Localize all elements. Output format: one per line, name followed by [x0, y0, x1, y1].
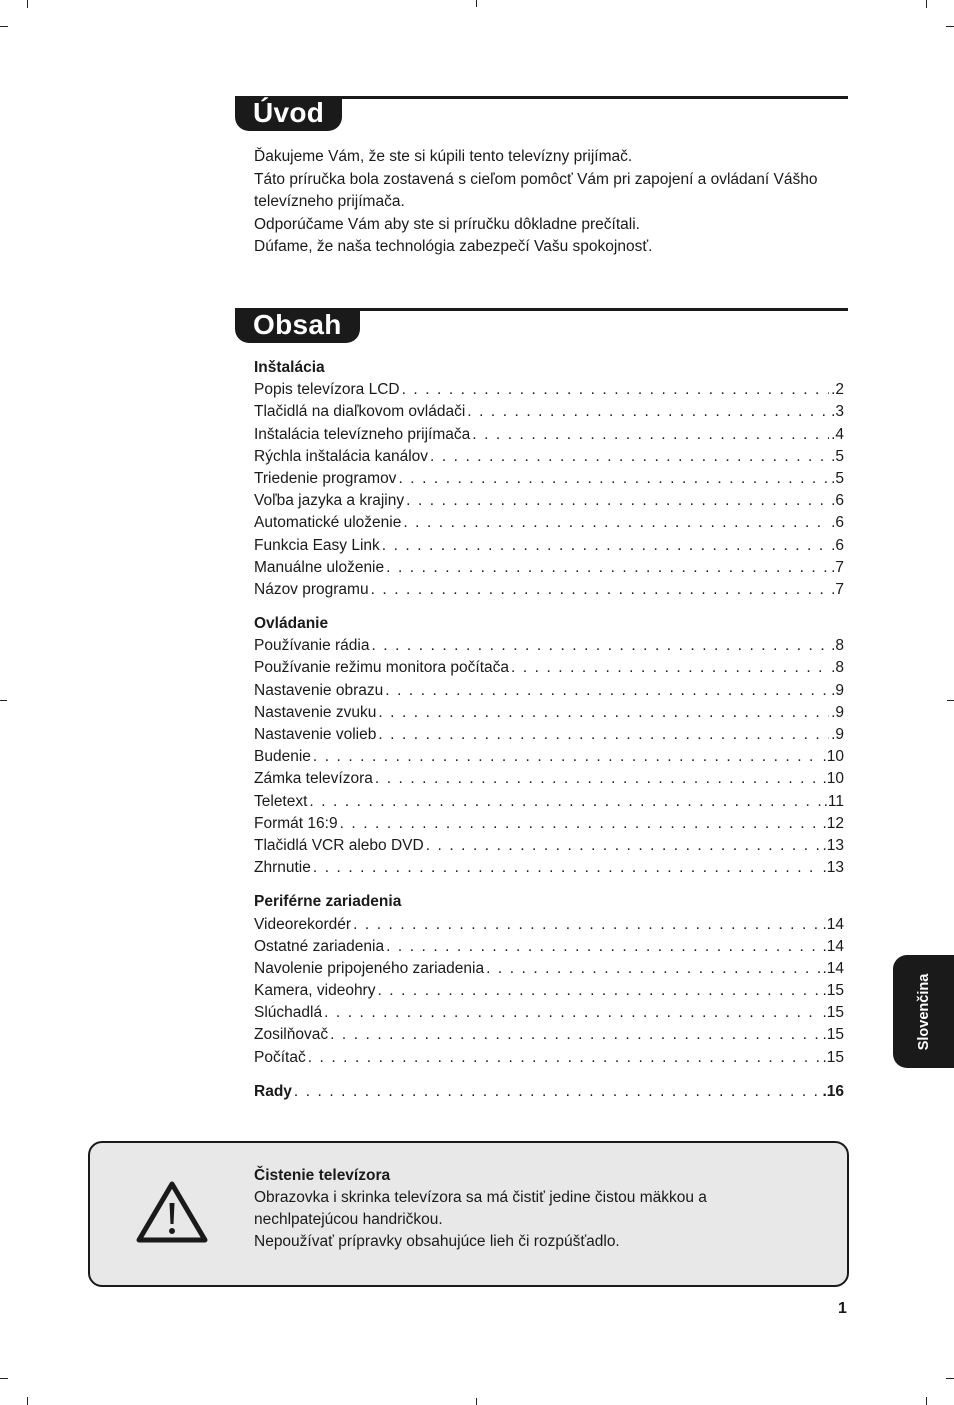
toc-leader [406, 490, 829, 512]
language-tab-label: Slovenčina [915, 973, 932, 1050]
toc-leader [371, 635, 829, 657]
toc-leader [511, 657, 829, 679]
toc-item-title: Budenie [254, 748, 311, 766]
crop-mark [947, 700, 954, 701]
intro-text [254, 146, 839, 259]
intro-line: Ďakujeme Vám, že ste si kúpili tento televízny prijímač. [254, 148, 633, 165]
toc-item-page: .15 [822, 1004, 844, 1022]
toc-item-title: Rady [254, 1082, 292, 1100]
toc-leader [294, 1081, 821, 1103]
toc-item-page: .2 [831, 381, 844, 399]
toc-leader [386, 936, 820, 958]
warning-triangle-icon [135, 1179, 209, 1245]
toc-leader [386, 557, 829, 579]
toc-leader [313, 857, 821, 879]
toc-item-page: .8 [831, 659, 844, 677]
toc-item[interactable] [254, 857, 844, 879]
toc-item-page: .14 [822, 937, 844, 955]
toc-item[interactable] [254, 1002, 844, 1024]
toc-item-title: Kamera, videohry [254, 982, 376, 1000]
toc-leader [472, 424, 829, 446]
toc-item-title: Tlačidlá VCR alebo DVD [254, 836, 424, 854]
warning-box [88, 1141, 849, 1287]
toc-leader [375, 768, 821, 790]
toc-item-page: .7 [831, 558, 844, 576]
toc-item-page: .15 [822, 1048, 844, 1066]
toc-item-page: .8 [831, 637, 844, 655]
toc-item[interactable] [254, 579, 844, 601]
toc-leader [398, 468, 829, 490]
toc-item-title: Teletext [254, 792, 308, 810]
toc-group-heading: Ovládanie [254, 615, 329, 633]
toc-item-page: .14 [822, 959, 844, 977]
toc-item-page: .9 [831, 703, 844, 721]
toc-leader [309, 791, 821, 813]
toc-item-title: Nastavenie obrazu [254, 681, 384, 699]
toc-leader [378, 724, 829, 746]
toc-item[interactable] [254, 490, 844, 512]
toc-leader [430, 446, 829, 468]
toc-item[interactable] [254, 424, 844, 446]
toc-leader [402, 379, 829, 401]
table-of-contents [254, 357, 844, 1103]
toc-item-page: .12 [822, 814, 844, 832]
toc-item[interactable] [254, 936, 844, 958]
toc-item-title: Automatické uloženie [254, 514, 402, 532]
toc-leader [486, 958, 820, 980]
toc-leader [308, 1047, 821, 1069]
toc-item[interactable] [254, 958, 844, 980]
warning-title: Čistenie televízora [254, 1167, 391, 1184]
toc-item-title: Zhrnutie [254, 859, 311, 877]
toc-item-page: .16 [822, 1082, 844, 1100]
toc-item[interactable] [254, 535, 844, 557]
toc-group-heading: Inštalácia [254, 359, 325, 376]
toc-item[interactable] [254, 680, 844, 702]
warning-text [254, 1165, 814, 1253]
crop-mark [27, 0, 28, 8]
toc-leader [330, 1024, 820, 1046]
toc-leader [467, 401, 829, 423]
toc-item-page: .9 [831, 681, 844, 699]
toc-leader [382, 535, 829, 557]
toc-item-title: Voľba jazyka a krajiny [254, 492, 405, 510]
intro-title: Úvod [235, 96, 342, 131]
toc-item[interactable] [254, 1047, 844, 1069]
toc-item[interactable] [254, 512, 844, 534]
crop-mark [0, 26, 8, 27]
crop-mark [27, 1397, 28, 1405]
crop-mark [926, 1397, 927, 1405]
toc-item-page: .6 [831, 536, 844, 554]
warning-line: Nepoužívať prípravky obsahujúce lieh či rozpúšťadlo. [254, 1233, 620, 1250]
toc-item-title: Inštalácia televízneho prijímača [254, 425, 471, 443]
toc-item-page: .6 [831, 492, 844, 510]
toc-item-page: .9 [831, 726, 844, 743]
toc-item[interactable] [254, 791, 844, 813]
toc-item-page: .5 [831, 469, 844, 487]
crop-mark [926, 0, 927, 8]
toc-item-title: Zosilňovač [254, 1026, 329, 1044]
toc-item-page: .13 [822, 836, 844, 854]
language-tab [893, 955, 954, 1068]
toc-item-page: .5 [831, 447, 844, 465]
toc-leader [403, 512, 829, 534]
intro-line: Táto príručka bola zostavená s cieľom pomôcť Vám pri zapojení a ovládaní Vášho televízneho prijímača. [254, 170, 818, 210]
toc-leader [385, 680, 829, 702]
toc-item[interactable] [254, 702, 844, 724]
toc-item-page: .6 [831, 514, 844, 532]
intro-line: Dúfame, že naša technológia zabezpečí Vašu spokojnosť. [254, 238, 653, 255]
toc-item[interactable] [254, 379, 844, 401]
toc-item-title: Používanie rádia [254, 637, 370, 655]
toc-item-title: Zámka televízora [254, 770, 373, 788]
toc-leader [324, 1002, 820, 1024]
contents-title: Obsah [235, 308, 360, 343]
toc-item-page: .11 [823, 792, 844, 810]
toc-item-title: Používanie režimu monitora počítača [254, 659, 510, 677]
toc-item[interactable] [254, 835, 844, 857]
toc-item-title: Rýchla inštalácia kanálov [254, 447, 429, 465]
toc-item-title: Videorekordér [254, 915, 352, 933]
toc-item-title: Tlačidlá na diaľkovom ovládači [254, 403, 466, 421]
toc-item-title: Navolenie pripojeného zariadenia [254, 959, 485, 977]
toc-item-page: .13 [822, 859, 844, 877]
toc-item-title: Formát 16:9 [254, 814, 338, 832]
toc-leader [378, 702, 829, 724]
toc-item-page: .7 [831, 580, 844, 598]
crop-mark [476, 1398, 477, 1405]
toc-item-title: Nastavenie zvuku [254, 703, 377, 721]
toc-item-title: Názov programu [254, 580, 369, 598]
toc-leader [426, 835, 821, 857]
toc-item-page: .14 [822, 915, 844, 933]
toc-item[interactable] [254, 813, 844, 835]
toc-item[interactable] [254, 635, 844, 657]
toc-leader [371, 579, 829, 601]
toc-item-page: .15 [822, 982, 844, 1000]
toc-leader [377, 980, 820, 1002]
toc-item-title: Nastavenie volieb [254, 726, 377, 743]
intro-line: Odporúčame Vám aby ste si príručku dôkladne prečítali. [254, 215, 640, 233]
toc-item[interactable] [254, 1024, 844, 1046]
page-number: 1 [838, 1300, 847, 1317]
crop-mark [0, 1378, 8, 1379]
toc-leader [313, 746, 821, 768]
crop-mark [946, 1378, 954, 1379]
toc-item-page: .15 [822, 1026, 844, 1044]
toc-item-title: Ostatné zariadenia [254, 937, 385, 955]
toc-item-title: Slúchadlá [254, 1004, 323, 1022]
intro-heading [235, 96, 848, 136]
toc-group-heading: Periférne zariadenia [254, 893, 402, 911]
toc-item[interactable] [254, 914, 844, 936]
contents-heading [235, 308, 848, 348]
toc-item-page: .4 [831, 425, 844, 443]
crop-mark [946, 26, 954, 27]
toc-item[interactable] [254, 980, 844, 1002]
crop-mark [476, 0, 477, 7]
toc-item-page: .10 [822, 748, 844, 766]
toc-item-page: .10 [822, 770, 844, 788]
toc-item[interactable] [254, 657, 844, 679]
toc-item-title: Počítač [254, 1048, 306, 1066]
toc-leader [353, 914, 820, 936]
toc-item[interactable] [254, 446, 844, 468]
toc-leader [340, 813, 821, 835]
toc-item-title: Funkcia Easy Link [254, 536, 380, 554]
toc-item[interactable] [254, 768, 844, 790]
toc-item[interactable] [254, 746, 844, 768]
toc-item-title: Triedenie programov [254, 469, 397, 487]
toc-item-page: .3 [831, 403, 844, 421]
toc-item-tips[interactable] [254, 1081, 844, 1103]
toc-item-title: Manuálne uloženie [254, 558, 385, 576]
toc-item[interactable] [254, 724, 844, 746]
toc-item[interactable] [254, 401, 844, 423]
toc-item[interactable] [254, 557, 844, 579]
toc-item-title: Popis televízora LCD [254, 381, 400, 399]
toc-item[interactable] [254, 468, 844, 490]
crop-mark [0, 700, 7, 701]
warning-line: Obrazovka i skrinka televízora sa má čistiť jedine čistou mäkkou a nechlpatejúcou handričkou. [254, 1189, 707, 1228]
